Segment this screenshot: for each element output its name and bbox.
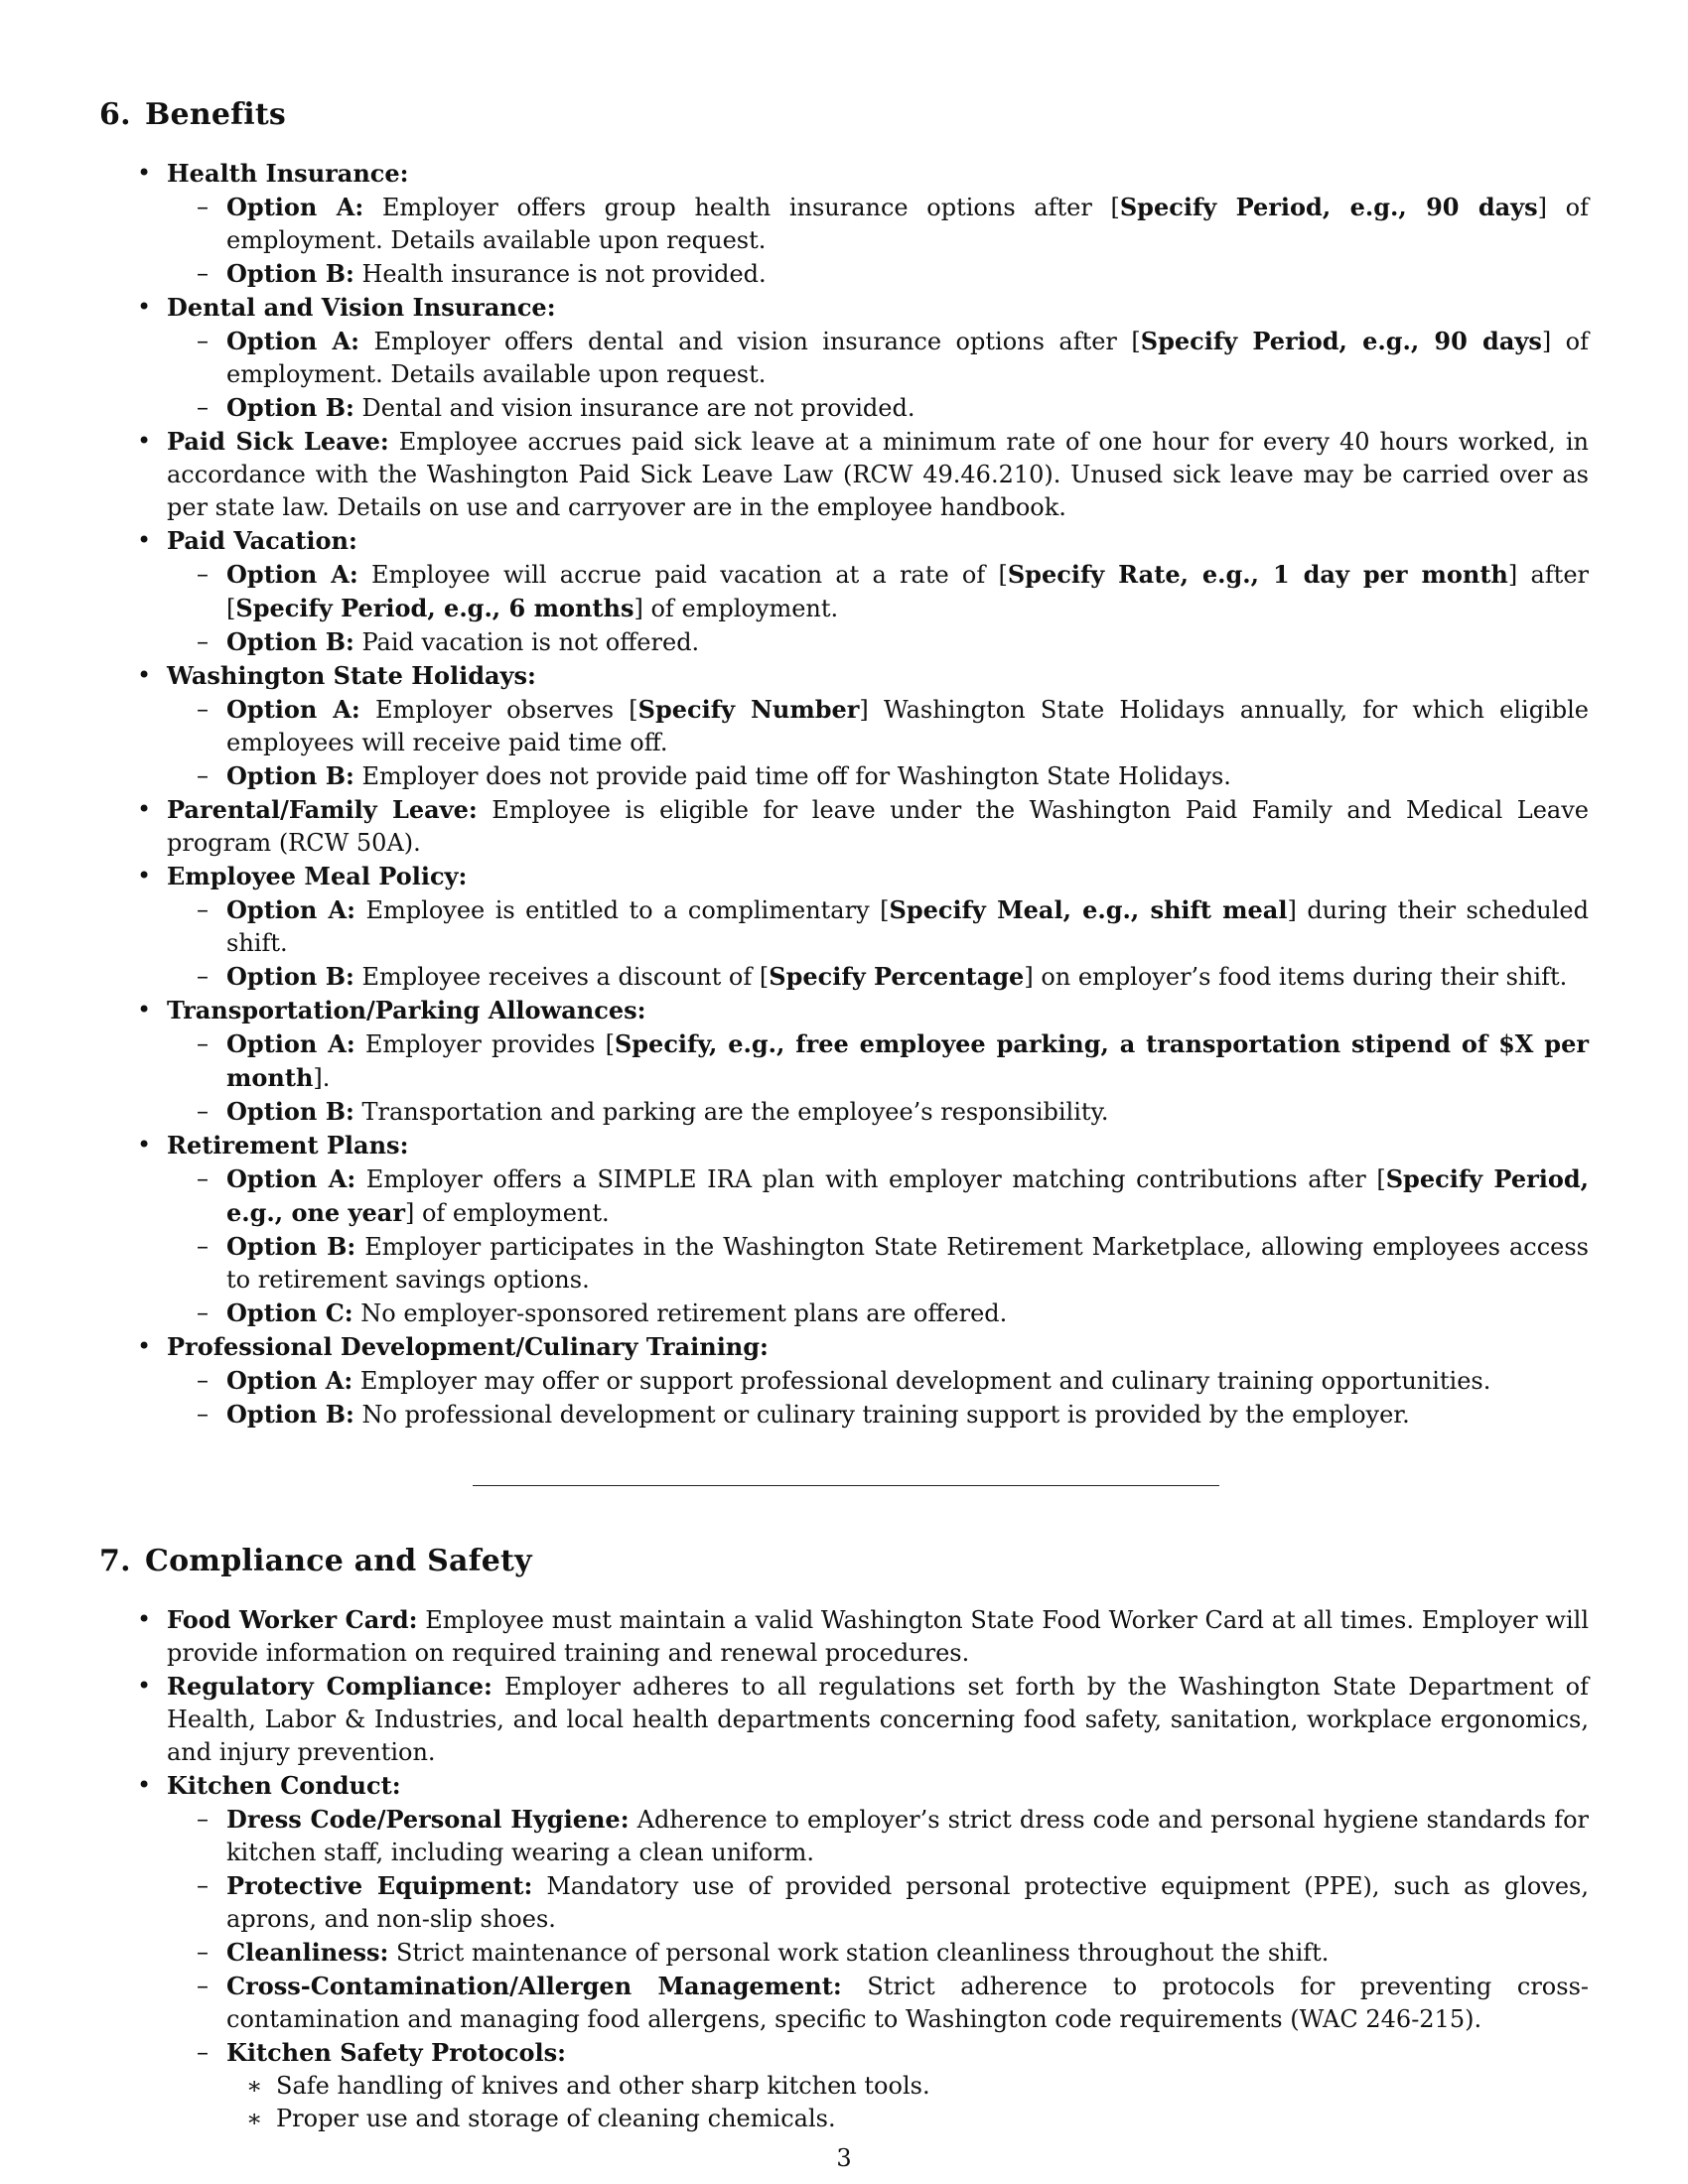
item-text: Employee is eligible for leave under the Washington Paid Family and Medical Leave program (RCW 50A). (167, 796, 1590, 857)
item-label: Washington State Holidays: (167, 661, 536, 690)
option-text: Employer offers dental and vision insurance options after [ (359, 328, 1141, 355)
sub-list-item (167, 2036, 1589, 2135)
section-heading (99, 95, 1589, 135)
option-text: ] during their scheduled shift. (226, 896, 1589, 957)
option-label: Option A: (226, 1164, 356, 1193)
sub-list-item (167, 693, 1589, 759)
option-label: Option B: (226, 627, 354, 656)
list-item (99, 1769, 1589, 2135)
sub-list-item (167, 257, 1589, 291)
option-text: Transportation and parking are the employee’s responsibility. (353, 1098, 1109, 1126)
sub-list (167, 191, 1589, 291)
option-text: ] after [ (226, 561, 1589, 622)
option-label: Option B: (226, 1232, 356, 1261)
option-text: Employer participates in the Washington State Retirement Marketplace, allowing employees access to retirement savings options. (226, 1233, 1589, 1294)
option-text: Employee will accrue paid vacation at a rate of [ (357, 561, 1008, 589)
item-label: Dental and Vision Insurance: (167, 293, 556, 322)
item-label: Transportation/Parking Allowances: (167, 996, 646, 1024)
item-label: Health Insurance: (167, 159, 409, 188)
sub-list (167, 1162, 1589, 1330)
bullet-list (99, 1603, 1589, 2135)
list-item (99, 157, 1589, 291)
option-text: Employer provides [ (354, 1030, 615, 1058)
item-text: Employee accrues paid sick leave at a minimum rate of one hour for every 40 hours worked, in accordance with the Washington Paid Sick Leave Law (RCW 49.46.210). Unused sick leave may be carried over as per state law. Details on use and carryover are in the employee handbook. (167, 428, 1589, 521)
list-item (99, 1603, 1589, 1670)
item-label: Retirement Plans: (167, 1131, 409, 1160)
item-text: Employee must maintain a valid Washington State Food Worker Card at all times. Employer will provide information on required training and renewal procedures. (167, 1606, 1589, 1667)
section-number: 7. (99, 1544, 131, 1578)
option-label: Option A: (226, 1029, 355, 1058)
option-label: Option C: (226, 1298, 353, 1327)
sub-list (167, 693, 1589, 793)
sub-list-item (167, 1936, 1589, 1970)
item-label: Paid Vacation: (167, 526, 357, 555)
item-label: Professional Development/Culinary Training: (167, 1332, 769, 1361)
option-label: Cross-Contamination/Allergen Management: (226, 1972, 842, 2000)
option-text: Dental and vision insurance are not provided. (353, 394, 915, 422)
option-text: ] of employment. Details available upon request. (226, 328, 1589, 388)
option-text: Employer offers a SIMPLE IRA plan with employer matching contributions after [ (355, 1165, 1386, 1193)
item-label: Parental/Family Leave: (167, 795, 478, 824)
option-label: Option B: (226, 962, 354, 991)
sub-list-item (167, 325, 1589, 391)
option-text: No employer-sponsored retirement plans are offered. (352, 1299, 1008, 1327)
section-benefits (99, 95, 1589, 1432)
horizontal-rule (473, 1485, 1219, 1486)
option-text: Employer may offer or support professional development and culinary training opportunities. (352, 1367, 1491, 1395)
sub-list-item (167, 558, 1589, 625)
sub-list (167, 1803, 1589, 2135)
sub-list (167, 325, 1589, 425)
option-text: Paid vacation is not offered. (353, 628, 700, 656)
placeholder-field: Specify Rate, e.g., 1 day per month (1007, 560, 1508, 589)
list-item (99, 860, 1589, 994)
option-label: Option B: (226, 1400, 354, 1429)
item-label: Employee Meal Policy: (167, 862, 468, 890)
item-label: Paid Sick Leave: (167, 427, 389, 456)
option-label: Option A: (226, 327, 360, 355)
sub-list-item (167, 893, 1589, 960)
option-label: Dress Code/Personal Hygiene: (226, 1805, 630, 1834)
item-label: Kitchen Conduct: (167, 1771, 401, 1800)
sub-list-item (167, 1230, 1589, 1297)
list-item (99, 1670, 1589, 1769)
option-label: Kitchen Safety Protocols: (226, 2038, 566, 2067)
sub-sub-list-item: ∗ Proper use and storage of cleaning chemicals. (226, 2103, 1589, 2135)
option-label: Option B: (226, 761, 354, 790)
placeholder-field: Specify Meal, e.g., shift meal (889, 895, 1288, 924)
option-label: Option B: (226, 259, 354, 288)
list-item (99, 291, 1589, 425)
section-title: Compliance and Safety (145, 1544, 532, 1578)
option-text: ]. (313, 1064, 331, 1092)
item-label: Regulatory Compliance: (167, 1672, 492, 1701)
sub-list (167, 893, 1589, 994)
option-text: Adherence to employer’s strict dress code and personal hygiene standards for kitchen staff, including wearing a clean uniform. (226, 1806, 1589, 1866)
option-text: ] on employer’s food items during their shift. (1024, 963, 1568, 991)
sub-list-item (167, 1869, 1589, 1936)
sub-list-item (167, 1398, 1589, 1432)
option-text: Health insurance is not provided. (353, 260, 767, 288)
sub-list-item (167, 391, 1589, 425)
list-item (99, 524, 1589, 659)
section-heading (99, 1542, 1589, 1581)
list-item (99, 425, 1589, 524)
option-text: Strict adherence to protocols for preventing cross-contamination and managing food allergens, specific to Washington code requirements (WAC 246-215). (226, 1973, 1589, 2033)
option-label: Option A: (226, 695, 360, 724)
option-text: ] of employment. (633, 595, 839, 622)
option-label: Option A: (226, 895, 356, 924)
option-text: Employee is entitled to a complimentary [ (355, 896, 890, 924)
list-item (99, 1330, 1589, 1432)
option-text: ] of employment. Details available upon request. (226, 194, 1590, 254)
sub-list-item (167, 960, 1589, 994)
placeholder-field: Specify Number (637, 695, 860, 724)
placeholder-field: Specify Period, e.g., one year (226, 1164, 1590, 1227)
option-text: ] Washington State Holidays annually, for which eligible employees will receive paid time off. (226, 696, 1589, 756)
sub-list-item (167, 1364, 1589, 1398)
page-number: 3 (836, 2144, 852, 2172)
sub-list-item (167, 1970, 1589, 2036)
section-number: 6. (99, 97, 131, 132)
sub-list-item (167, 1162, 1589, 1230)
sub-list-item (167, 1027, 1589, 1095)
option-text: ] of employment. (404, 1199, 610, 1227)
sub-list-item (167, 191, 1589, 257)
sub-list-item (167, 1803, 1589, 1869)
sub-sub-list-item: ∗ Safe handling of knives and other sharp kitchen tools. (226, 2070, 1589, 2103)
document-page (99, 95, 1589, 2135)
bullet-list (99, 157, 1589, 1432)
sub-sub-list (226, 2070, 1589, 2135)
option-text: Employee receives a discount of [ (353, 963, 770, 991)
option-text: No professional development or culinary training support is provided by the employer. (353, 1401, 1410, 1429)
item-text: Employer adheres to all regulations set forth by the Washington State Department of Health, Labor & Industries, and local health departments concerning food safety, sanitation, workplace ergonomics, and injury prevention. (167, 1673, 1589, 1766)
placeholder-field: Specify Percentage (769, 962, 1025, 991)
placeholder-field: Specify Period, e.g., 90 days (1140, 327, 1542, 355)
sub-list-item (167, 625, 1589, 659)
sub-list-item (167, 1095, 1589, 1129)
list-item (99, 994, 1589, 1129)
option-text: Mandatory use of provided personal protective equipment (PPE), such as gloves, aprons, and non-slip shoes. (226, 1872, 1589, 1933)
option-text: Strict maintenance of personal work station cleanliness throughout the shift. (388, 1939, 1330, 1967)
option-label: Option A: (226, 1366, 353, 1395)
sub-list (167, 1027, 1589, 1129)
placeholder-field: Specify Period, e.g., 6 months (235, 594, 634, 622)
section-title: Benefits (145, 97, 286, 132)
list-item (99, 1129, 1589, 1330)
option-label: Option B: (226, 1097, 354, 1126)
option-text: Employer offers group health insurance options after [ (363, 194, 1120, 221)
sub-list-item (167, 759, 1589, 793)
sub-list (167, 1364, 1589, 1432)
list-item (99, 659, 1589, 793)
section-compliance-and-safety (99, 1542, 1589, 2135)
option-text: Employer observes [ (359, 696, 638, 724)
sub-list-item (167, 1297, 1589, 1330)
sub-list (167, 558, 1589, 659)
option-label: Protective Equipment: (226, 1871, 533, 1900)
option-label: Option A: (226, 560, 358, 589)
option-label: Option A: (226, 193, 364, 221)
list-item (99, 793, 1589, 860)
placeholder-field: Specify Period, e.g., 90 days (1119, 193, 1538, 221)
item-label: Food Worker Card: (167, 1605, 418, 1634)
option-text: Employer does not provide paid time off for Washington State Holidays. (353, 762, 1231, 790)
placeholder-field: Specify, e.g., free employee parking, a transportation stipend of $X per month (226, 1029, 1590, 1092)
option-label: Option B: (226, 393, 354, 422)
option-label: Cleanliness: (226, 1938, 389, 1967)
